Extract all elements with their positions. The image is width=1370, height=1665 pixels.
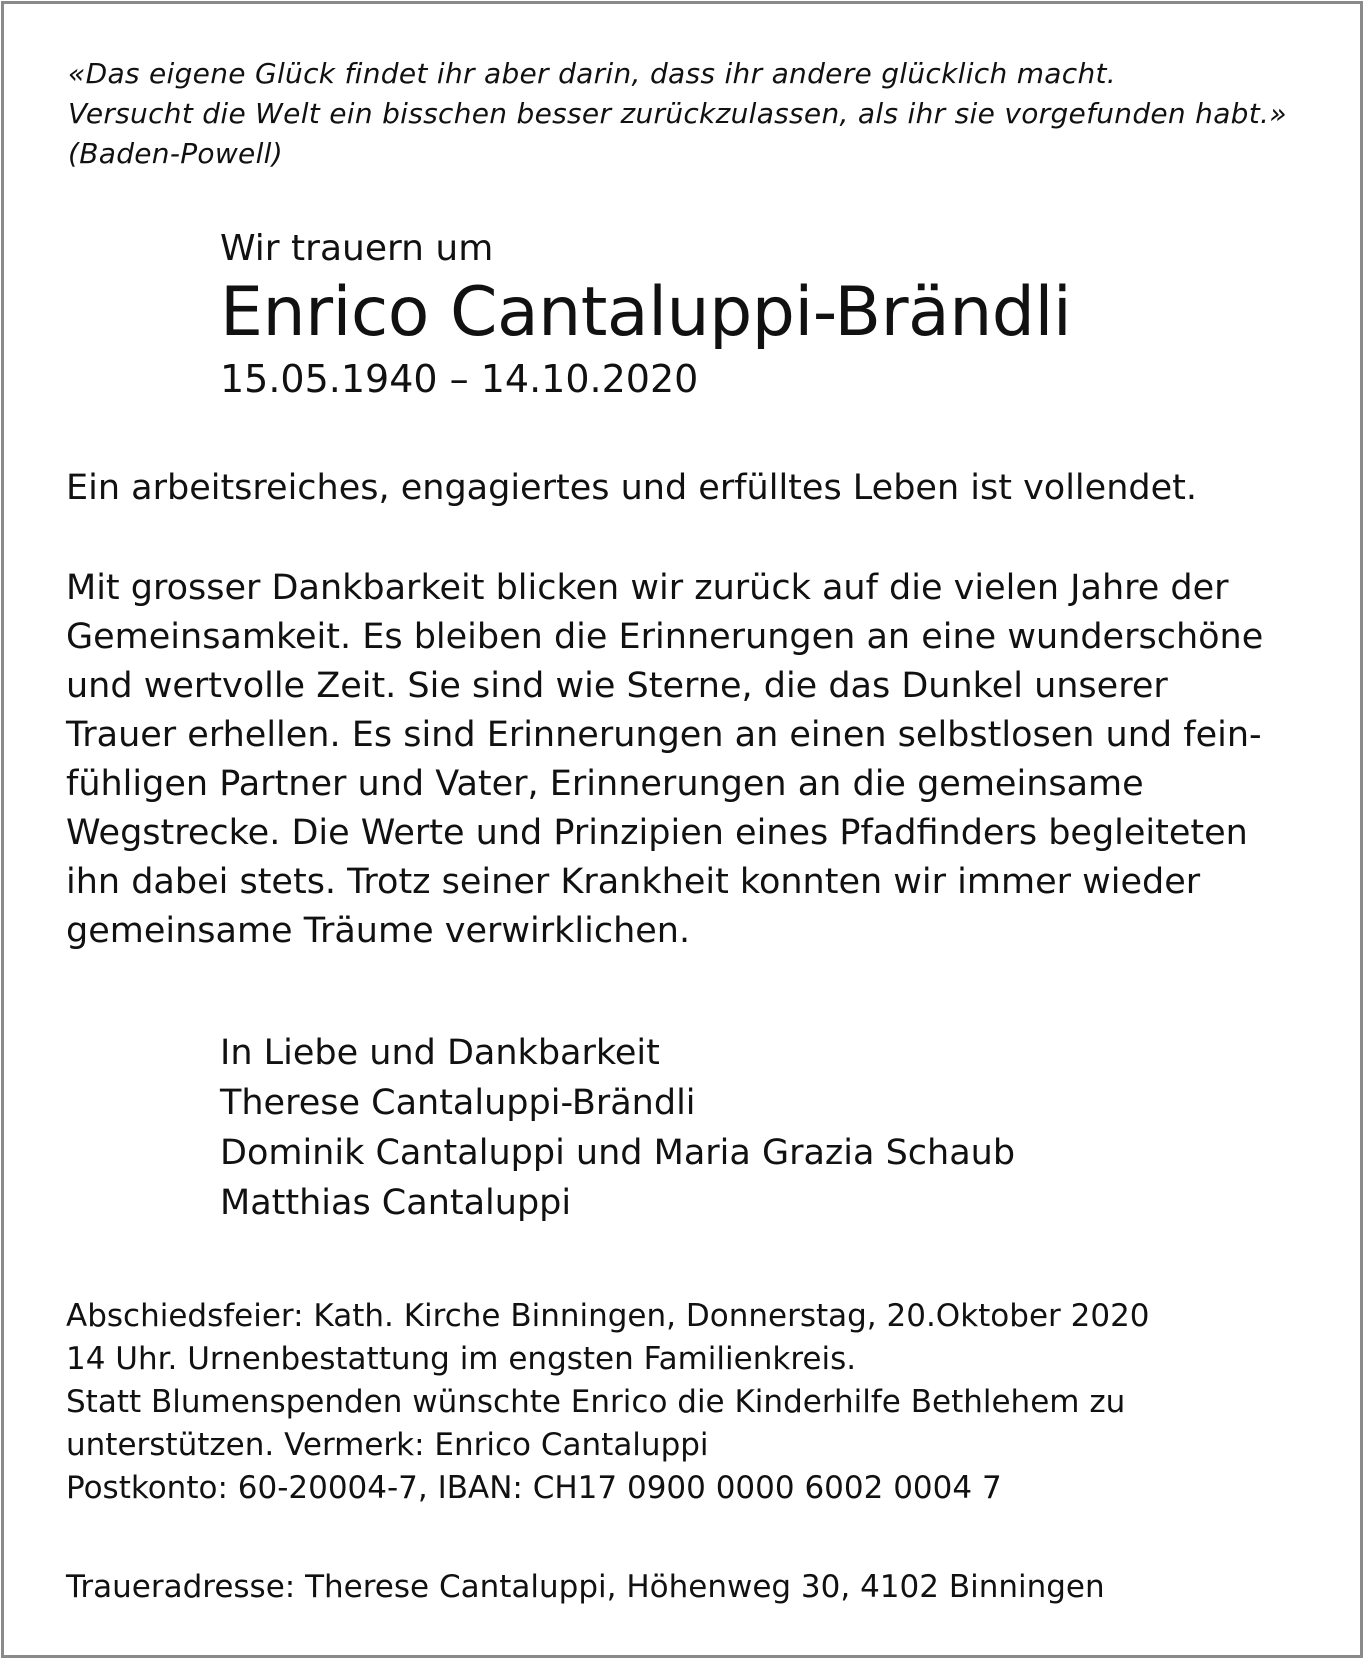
mourner-name: Therese Cantaluppi-Brändli [220,1083,696,1123]
body-line: Wegstrecke. Die Werte und Prinzipien eines Pfadfinders begleiteten [66,813,1248,853]
body-line: ihn dabei stets. Trotz seiner Krankheit konnten wir immer wieder [66,862,1201,902]
lead-sentence: Ein arbeitsreiches, engagiertes und erfülltes Leben ist vollendet. [66,468,1197,508]
ceremony-line: 14 Uhr. Urnenbestattung im engsten Familienkreis. [66,1341,857,1377]
mourning-intro: Wir trauern um [220,228,494,269]
mourning-address: Traueradresse: Therese Cantaluppi, Höhenweg 30, 4102 Binningen [66,1569,1105,1605]
signoff-block [220,1028,1015,1228]
life-dates: 15.05.1940 – 14.10.2020 [220,357,699,401]
body-line: gemeinsame Träume verwirklichen. [66,911,691,951]
body-line: Mit grosser Dankbarkeit blicken wir zurück auf die vielen Jahre der [66,568,1229,608]
obituary-heading [220,226,1071,402]
mourner-name: Dominik Cantaluppi und Maria Grazia Schaub [220,1133,1016,1173]
quote-line: Versucht die Welt ein bisschen besser zurückzulassen, als ihr sie vorgefunden habt.» [68,97,1287,130]
bank-details: Postkonto: 60-20004-7, IBAN: CH17 0900 0000 6002 0004 7 [66,1470,1002,1506]
body-line: und wertvolle Zeit. Sie sind wie Sterne, die das Dunkel unserer [66,666,1168,706]
mourner-name: Matthias Cantaluppi [220,1183,572,1223]
quote-line: «Das eigene Glück findet ihr aber darin, dass ihr andere glücklich macht. [68,57,1116,90]
body-line: Gemeinsamkeit. Es bleiben die Erinnerungen an eine wunderschöne [66,617,1264,657]
signoff-greeting: In Liebe und Dankbarkeit [220,1033,660,1073]
quote-attribution: (Baden-Powell) [68,137,283,170]
obituary-frame [1,1,1363,1658]
ceremony-details [66,1295,1150,1510]
donation-line: unterstützen. Vermerk: Enrico Cantaluppi [66,1427,709,1463]
body-paragraph [66,564,1263,956]
ceremony-line: Abschiedsfeier: Kath. Kirche Binningen, Donnerstag, 20.Oktober 2020 [66,1298,1150,1334]
body-line: Trauer erhellen. Es sind Erinnerungen an einen selbstlosen und fein- [66,715,1262,755]
quote-block [68,54,1287,174]
donation-line: Statt Blumenspenden wünschte Enrico die Kinderhilfe Bethlehem zu [66,1384,1126,1420]
body-line: fühligen Partner und Vater, Erinnerungen an die gemeinsame [66,764,1144,804]
deceased-name: Enrico Cantaluppi-Brändli [220,273,1072,352]
